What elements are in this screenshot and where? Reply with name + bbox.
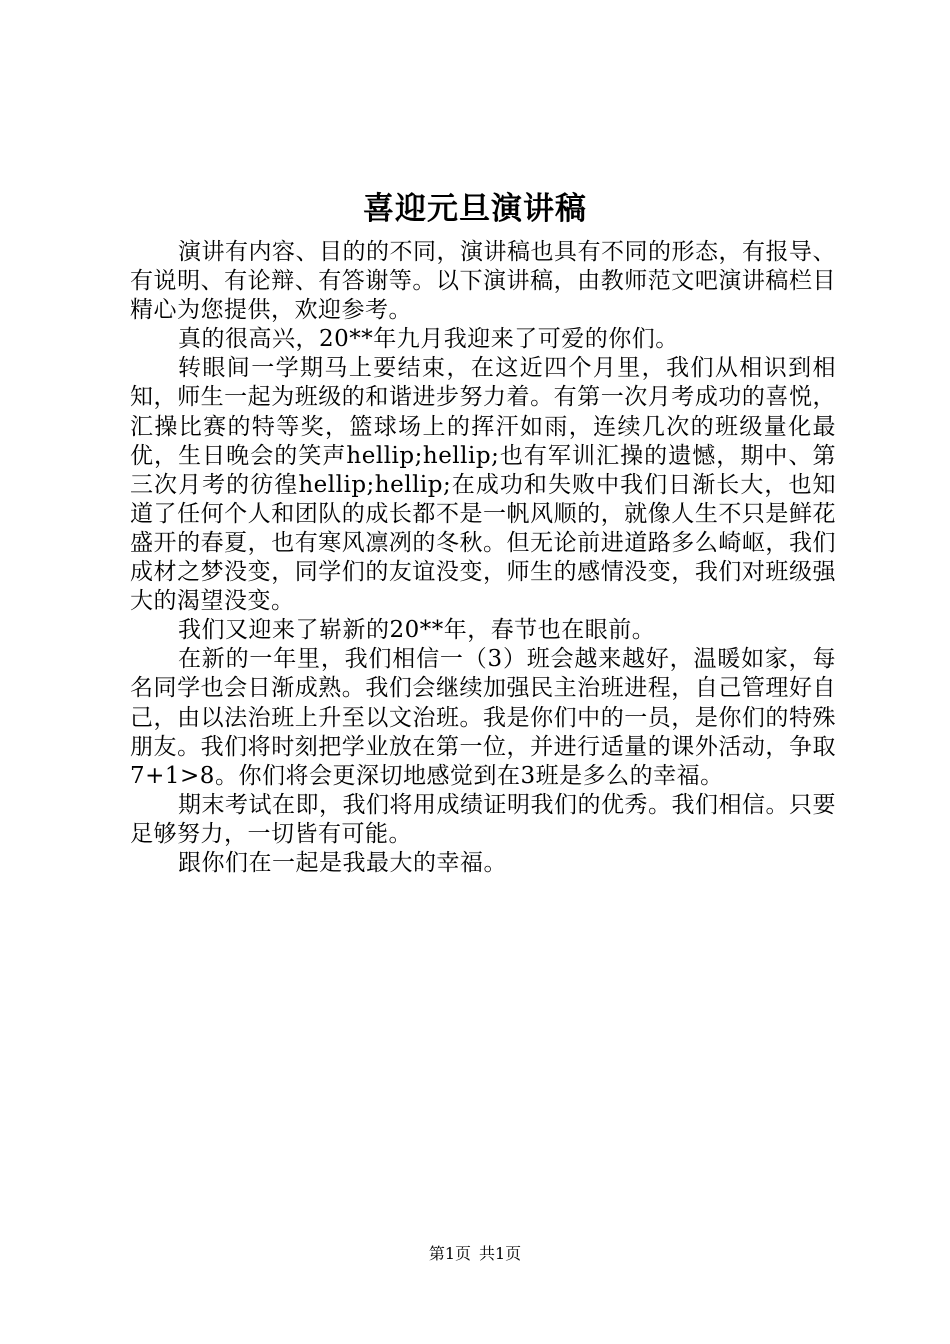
page-footer <box>0 1243 950 1265</box>
paragraph-final-exam: 期末考试在即，我们将用成绩证明我们的优秀。我们相信。只要足够努力，一切皆有可能。 <box>130 791 836 847</box>
paragraph-closing: 跟你们在一起是我最大的幸福。 <box>178 849 507 876</box>
document-body <box>130 238 836 878</box>
paragraph-new-year: 我们又迎来了崭新的20**年，春节也在眼前。 <box>178 617 656 644</box>
paragraph-semester-review: 转眼间一学期马上要结束，在这近四个月里，我们从相识到相知，师生一起为班级的和谐进步努力着。有第一次月考成功的喜悦，汇操比赛的特等奖，篮球场上的挥汗如雨，连续几次的班级量化最优，生日晚会的笑声hellip;hellip;也有军训汇操的遗憾，期中、第三次月考的彷徨hellip;hellip;在成功和失败中我们日渐长大，也知道了任何个人和团队的成长都不是一帆风顺的，就像人生不只是鲜花盛开的春夏，也有寒风凛冽的冬秋。但无论前进道路多么崎岖，我们成材之梦没变，同学们的友谊没变，师生的感情没变，我们对班级强大的渴望没变。 <box>130 355 836 615</box>
page-number: 第1页 <box>428 1244 471 1263</box>
paragraph-expectations: 在新的一年里，我们相信一（3）班会越来越好，温暖如家，每名同学也会日渐成熟。我们会继续加强民主治班进程，自己管理好自己，由以法治班上升至以文治班。我是你们中的一员，是你们的特殊朋友。我们将时刻把学业放在第一位，并进行适量的课外活动，争取7+1>8。你们将会更深切地感觉到在3班是多么的幸福。 <box>130 646 836 789</box>
paragraph-intro: 演讲有内容、目的的不同，演讲稿也具有不同的形态，有报导、有说明、有论辩、有答谢等。以下演讲稿，由教师范文吧演讲稿栏目精心为您提供，欢迎参考。 <box>130 239 836 324</box>
document-title: 喜迎元旦演讲稿 <box>363 191 587 227</box>
paragraph-greeting: 真的很高兴，20**年九月我迎来了可爱的你们。 <box>178 326 679 353</box>
page-total: 共1页 <box>479 1244 522 1263</box>
